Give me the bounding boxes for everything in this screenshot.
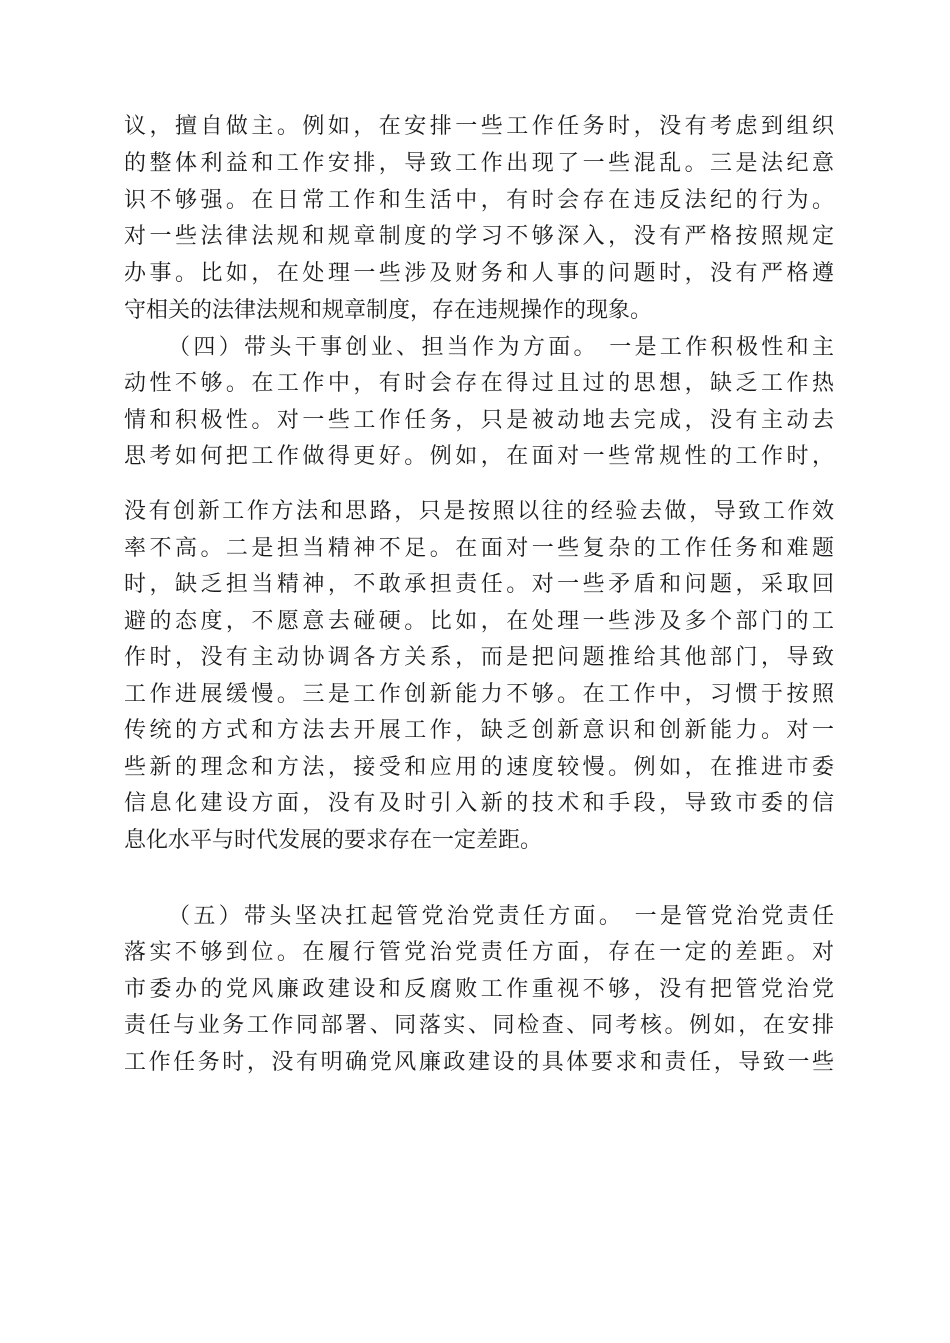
text-line: 思考如何把工作做得更好。例如，在面对一些常规性的工作时， — [124, 444, 834, 469]
text-line: 责任与业务工作同部署、同落实、同检查、同考核。例如，在安排 — [124, 1013, 834, 1038]
text-line: 识不够强。在日常工作和生活中，有时会存在违反法纪的行为。 — [124, 188, 834, 213]
text-line: 议，擅自做主。例如，在安排一些工作任务时，没有考虑到组织 — [124, 114, 834, 139]
text-line: 没有创新工作方法和思路，只是按照以往的经验去做，导致工作效 — [124, 499, 834, 524]
text-line: 时，缺乏担当精神，不敢承担责任。对一些矛盾和问题，采取回 — [124, 572, 834, 597]
text-line: 情和积极性。对一些工作任务，只是被动地去完成，没有主动去 — [124, 408, 834, 433]
text-line: 率不高。二是担当精神不足。在面对一些复杂的工作任务和难题 — [124, 536, 834, 561]
text-line: 市委办的党风廉政建设和反腐败工作重视不够，没有把管党治党 — [124, 977, 834, 1002]
text-line: 传统的方式和方法去开展工作，缺乏创新意识和创新能力。对一 — [124, 718, 834, 743]
text-line: 动性不够。在工作中，有时会存在得过且过的思想，缺乏工作热 — [124, 371, 834, 396]
text-line: 落实不够到位。在履行管党治党责任方面，存在一定的差距。对 — [124, 940, 834, 965]
text-line: 守相关的法律法规和规章制度，存在违规操作的现象。 — [124, 298, 653, 323]
text-line: 些新的理念和方法，接受和应用的速度较慢。例如，在推进市委 — [124, 755, 834, 780]
text-line: 息化水平与时代发展的要求存在一定差距。 — [124, 828, 543, 853]
text-line: 避的态度，不愿意去碰硬。比如，在处理一些涉及多个部门的工 — [124, 609, 834, 634]
section-heading-line: （五）带头坚决扛起管党治党责任方面。 一是管党治党责任 — [168, 904, 834, 929]
text-line: 对一些法律法规和规章制度的学习不够深入，没有严格按照规定 — [124, 224, 834, 249]
text-line: 工作任务时，没有明确党风廉政建设的具体要求和责任，导致一些 — [124, 1050, 834, 1075]
text-line: 办事。比如，在处理一些涉及财务和人事的问题时，没有严格遵 — [124, 261, 834, 286]
text-line: 的整体利益和工作安排，导致工作出现了一些混乱。三是法纪意 — [124, 151, 834, 176]
text-line: 作时，没有主动协调各方关系，而是把问题推给其他部门，导致 — [124, 645, 834, 670]
section-heading-line: （四）带头干事创业、担当作为方面。 一是工作积极性和主 — [168, 335, 834, 360]
text-line: 信息化建设方面，没有及时引入新的技术和手段，导致市委的信 — [124, 791, 834, 816]
text-line: 工作进展缓慢。三是工作创新能力不够。在工作中，习惯于按照 — [124, 682, 834, 707]
